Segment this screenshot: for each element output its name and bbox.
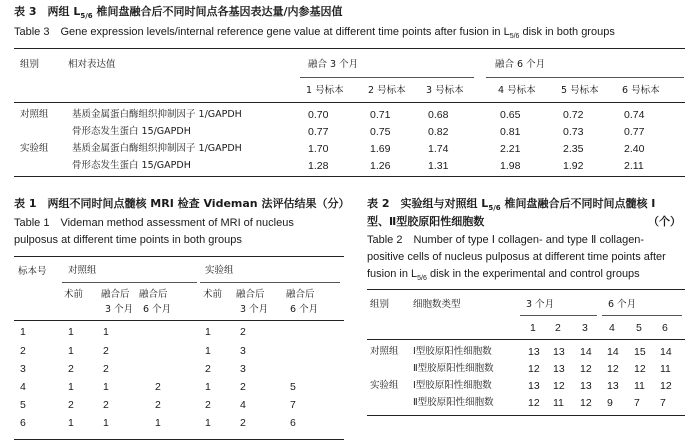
table1-title-en-line1: Table 1 Videman method assessment of MRI of nucleus [14, 217, 294, 229]
table3-cell: 0.77 [624, 126, 645, 138]
table2-title-zh-unit: （个） [648, 215, 681, 228]
table2-cell: 11 [660, 363, 671, 375]
table3-subhead: 5 号标本 [561, 85, 599, 96]
table1-bottom-rule [14, 439, 344, 440]
table3-cell: 0.70 [308, 109, 329, 121]
table1-head-experiment: 实验组 [205, 265, 234, 276]
table1-cell: 3 [240, 363, 246, 375]
table1-subhead-line2: 3 个月 [240, 304, 269, 315]
table2-cell: 15 [634, 346, 646, 358]
table2-row-type: Ⅰ型胶原阳性细胞数 [413, 346, 492, 357]
table2-cell: 7 [660, 397, 666, 409]
table2-cell: 13 [553, 346, 565, 358]
table1-cell: 1 [68, 326, 74, 338]
table1-row-id: 4 [20, 381, 26, 393]
table1-cell: 6 [290, 417, 296, 429]
table1-title-zh: 表 1 两组不同时间点髓核 MRI 检查 Videman 法评估结果（分） [14, 197, 350, 210]
table3-cell: 0.77 [308, 126, 329, 138]
table3-mid-rule [14, 102, 685, 103]
table3-6m-rule [486, 77, 684, 78]
table1-cell: 2 [68, 363, 74, 375]
table1-cell: 1 [68, 345, 74, 357]
table1-subhead: 融合后 [139, 289, 168, 300]
table3-cell: 0.65 [500, 109, 521, 121]
table1-subhead: 术前 [64, 289, 84, 300]
table2-title-zh-line2: 型、Ⅱ型胶原阳性细胞数 [367, 215, 485, 228]
table1-subhead: 融合后 [101, 289, 130, 300]
table1-cell: 2 [103, 345, 109, 357]
table3-row-group: 实验组 [20, 143, 49, 154]
table3-title-en: Table 3 Gene expression levels/internal reference gene value at different time points after fusion in $L_{5/6}$ disk in both groups [14, 26, 615, 41]
table3-cell: 0.75 [370, 126, 391, 138]
table1-control-rule [62, 282, 197, 283]
table1-cell: 3 [240, 345, 246, 357]
table1-subhead-line2: 3 个月 [105, 304, 134, 315]
table1-row-id: 6 [20, 417, 26, 429]
table3-row-label: 基质金属蛋白酶组织抑制因子 1/GAPDH [72, 143, 242, 154]
table3-cell: 0.72 [563, 109, 584, 121]
table3-cell: 2.11 [624, 160, 644, 172]
table3-cell: 1.69 [370, 143, 391, 155]
table2-head-type: 细胞数类型 [413, 299, 461, 310]
table1-cell: 1 [103, 326, 109, 338]
table2-subhead: 2 [555, 322, 561, 334]
table2-top-rule [367, 289, 685, 290]
table3-title-zh: 表 3 两组 $L_{5/6}$ 椎间盘融合后不同时间点各基因表达量/内参基因值 [14, 5, 343, 21]
table1-experiment-rule [200, 282, 340, 283]
table3-cell: 0.68 [428, 109, 449, 121]
table1-cell: 2 [155, 381, 161, 393]
table1-cell: 7 [290, 399, 296, 411]
table3-cell: 2.35 [563, 143, 584, 155]
table2-cell: 13 [607, 380, 619, 392]
table3-cell: 1.26 [370, 160, 391, 172]
table3-row-group: 对照组 [20, 109, 49, 120]
table3-row-label: 骨形态发生蛋白 15/GAPDH [72, 160, 191, 171]
table3-cell: 1.28 [308, 160, 329, 172]
table1-cell: 2 [68, 399, 74, 411]
table2-mid-rule [367, 339, 685, 340]
table1-cell: 2 [205, 363, 211, 375]
table1-mid-rule [14, 320, 344, 321]
table3-cell: 0.73 [563, 126, 584, 138]
table2-cell: 14 [660, 346, 672, 358]
table1-title-en-line2: pulposus at different time points in both groups [14, 234, 242, 246]
table2-cell: 12 [553, 380, 565, 392]
table2-6m-rule [602, 315, 682, 316]
table1-row-id: 2 [20, 345, 26, 357]
table3-cell: 1.31 [428, 160, 449, 172]
table2-head-group: 组别 [370, 299, 390, 310]
table1-cell: 1 [103, 417, 109, 429]
table2-subhead: 3 [582, 322, 588, 334]
table1-top-rule [14, 256, 344, 257]
table3-cell: 1.70 [308, 143, 329, 155]
table1-cell: 2 [205, 399, 211, 411]
table2-row-type: Ⅰ型胶原阳性细胞数 [413, 380, 492, 391]
table2-bottom-rule [367, 415, 685, 416]
table3-cell: 1.74 [428, 143, 449, 155]
table1-cell: 5 [290, 381, 296, 393]
table2-subhead: 5 [636, 322, 642, 334]
table3-head-3m: 融合 3 个月 [308, 59, 359, 70]
table2-cell: 12 [580, 363, 592, 375]
table3-cell: 2.40 [624, 143, 645, 155]
table1-cell: 2 [103, 363, 109, 375]
table1-row-id: 3 [20, 363, 26, 375]
table1-cell: 2 [240, 326, 246, 338]
table3-subhead: 6 号标本 [622, 85, 660, 96]
table1-cell: 1 [205, 345, 211, 357]
table2-head-6m: 6 个月 [608, 299, 637, 310]
table2-cell: 11 [553, 397, 564, 409]
table2-row-group: 对照组 [370, 346, 399, 357]
table3-subhead: 3 号标本 [426, 85, 464, 96]
table3-cell: 1.98 [500, 160, 521, 172]
table2-title-en-line1: Table 2 Number of type Ⅰ collagen- and type Ⅱ collagen- [367, 234, 645, 246]
table3-subhead: 4 号标本 [498, 85, 536, 96]
table2-cell: 12 [580, 397, 592, 409]
table3-top-rule [14, 48, 685, 49]
table1-subhead: 融合后 [236, 289, 265, 300]
table2-cell: 12 [528, 397, 540, 409]
table2-subhead: 1 [530, 322, 536, 334]
table3-cell: 1.92 [563, 160, 584, 172]
table3-cell: 0.82 [428, 126, 449, 138]
table2-3m-rule [520, 315, 597, 316]
table2-cell: 12 [660, 380, 672, 392]
table3-cell: 0.74 [624, 109, 645, 121]
table2-cell: 9 [607, 397, 613, 409]
table1-cell: 1 [103, 381, 109, 393]
table3-cell: 0.71 [370, 109, 391, 121]
table3-3m-rule [300, 77, 474, 78]
table1-cell: 4 [240, 399, 246, 411]
table2-cell: 14 [607, 346, 619, 358]
table2-cell: 14 [580, 346, 592, 358]
table3-cell: 2.21 [500, 143, 521, 155]
table2-title-en-line2: positive cells of nucleus pulposus at different time points after [367, 251, 666, 263]
table2-cell: 11 [634, 380, 645, 392]
table3-bottom-rule [14, 176, 685, 177]
table2-title-zh: 表 2 实验组与对照组 $L_{5/6}$ 椎间盘融合后不同时间点髓核 Ⅰ [367, 197, 656, 213]
table1-cell: 1 [68, 417, 74, 429]
table1-cell: 1 [155, 417, 161, 429]
table1-row-id: 1 [20, 326, 26, 338]
table3-subhead: 2 号标本 [368, 85, 406, 96]
table1-cell: 2 [240, 417, 246, 429]
table1-cell: 1 [205, 417, 211, 429]
table2-title-en-line3: fusion in $L_{5/6}$ disk in the experimental and control groups [367, 268, 640, 283]
table1-head-id: 标本号 [18, 266, 47, 277]
table2-row-type: Ⅱ型胶原阳性细胞数 [413, 397, 494, 408]
table2-cell: 12 [607, 363, 619, 375]
table2-subhead: 4 [609, 322, 615, 334]
table1-subhead: 融合后 [286, 289, 315, 300]
table1-subhead-line2: 6 个月 [143, 304, 172, 315]
table2-cell: 7 [634, 397, 640, 409]
table3-row-label: 基质金属蛋白酶组织抑制因子 1/GAPDH [72, 109, 242, 120]
table1-row-id: 5 [20, 399, 26, 411]
table3-head-group: 组别 [20, 59, 40, 70]
table2-cell: 12 [634, 363, 646, 375]
table1-cell: 2 [240, 381, 246, 393]
table1-cell: 1 [205, 381, 211, 393]
table3-subhead: 1 号标本 [306, 85, 344, 96]
table2-cell: 13 [528, 346, 540, 358]
table1-cell: 1 [68, 381, 74, 393]
table3-row-label: 骨形态发生蛋白 15/GAPDH [72, 126, 191, 137]
table1-head-control: 对照组 [68, 265, 97, 276]
table1-subhead-line2: 6 个月 [290, 304, 319, 315]
table3-cell: 0.81 [500, 126, 521, 138]
table2-row-group: 实验组 [370, 380, 399, 391]
table2-row-type: Ⅱ型胶原阳性细胞数 [413, 363, 494, 374]
table1-cell: 1 [205, 326, 211, 338]
table2-cell: 13 [528, 380, 540, 392]
table2-cell: 13 [553, 363, 565, 375]
table1-cell: 2 [155, 399, 161, 411]
table1-subhead: 术前 [203, 289, 223, 300]
table3-head-6m: 融合 6 个月 [495, 59, 546, 70]
table3-head-relative: 相对表达值 [68, 59, 116, 70]
table2-subhead: 6 [662, 322, 668, 334]
table2-head-3m: 3 个月 [526, 299, 555, 310]
table2-cell: 12 [528, 363, 540, 375]
table1-cell: 2 [103, 399, 109, 411]
table2-cell: 13 [580, 380, 592, 392]
